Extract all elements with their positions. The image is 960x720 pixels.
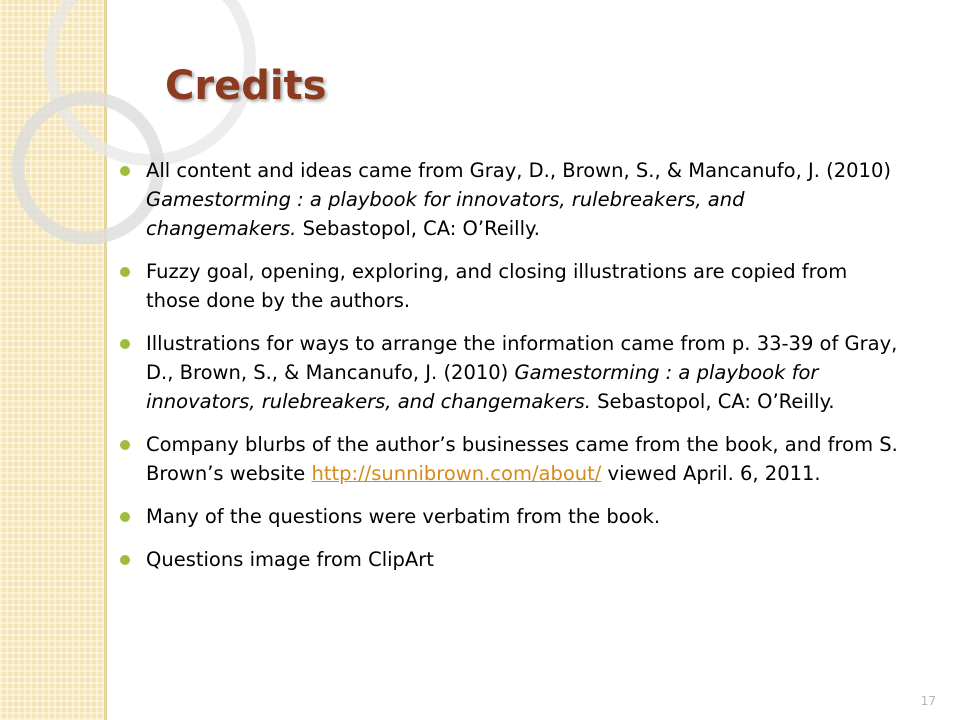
bullet-4-date: viewed April. 6, 2011.: [601, 462, 821, 485]
bullet-1-text: All content and ideas came from Gray, D., Brown, S., & Mancanufo, J. (2010): [146, 159, 891, 182]
bullet-6-text: Questions image from ClipArt: [146, 548, 434, 571]
bullet-item-3: [118, 329, 898, 416]
slide-title: Credits: [165, 63, 327, 109]
bullet-1-publisher: Sebastopol, CA: O’Reilly.: [296, 217, 540, 240]
bullet-item-5: [118, 502, 898, 531]
page-number: 17: [920, 694, 936, 708]
bullet-icon: [120, 339, 130, 349]
bullet-item-4: [118, 430, 898, 488]
book-title: Gamestorming : a playbook for innovators, rulebreakers, and changemakers.: [146, 188, 745, 240]
bullet-icon: [120, 512, 130, 522]
bullet-3-publisher: Sebastopol, CA: O’Reilly.: [590, 390, 835, 413]
bullet-5-text: Many of the questions were verbatim from the book.: [146, 505, 661, 528]
bullet-item-1: [118, 156, 898, 243]
credits-content: [118, 156, 898, 588]
bullet-icon: [120, 166, 130, 176]
bullet-item-6: [118, 545, 898, 574]
bullet-icon: [120, 267, 130, 277]
bullet-icon: [120, 555, 130, 565]
book-title: Gamestorming : a playbook for innovators, rulebreakers, and changemakers.: [146, 361, 819, 413]
credits-list: [118, 156, 898, 574]
bullet-item-2: [118, 257, 898, 315]
bullet-4-text: Company blurbs of the author’s businesses came from the book, and from S. Brown’s website: [146, 433, 898, 485]
bullet-3-text: Illustrations for ways to arrange the information came from p. 33-39 of Gray, D., Brown, S., & Mancanufo, J. (2010): [146, 332, 898, 384]
bullet-2-text: Fuzzy goal, opening, exploring, and closing illustrations are copied from those done by the authors.: [146, 260, 848, 312]
website-link[interactable]: http://sunnibrown.com/about/: [311, 462, 602, 485]
bullet-icon: [120, 440, 130, 450]
